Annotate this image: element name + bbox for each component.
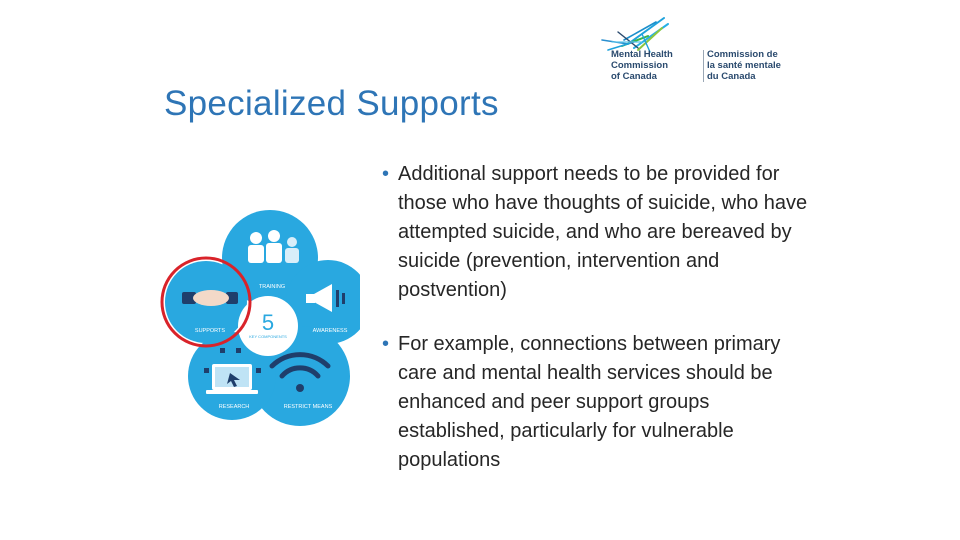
slide-title: Specialized Supports bbox=[164, 84, 499, 123]
logo-line: Commission bbox=[611, 60, 669, 71]
bullet-list bbox=[382, 160, 812, 475]
center-number: 5 bbox=[261, 310, 275, 335]
component-label-research: RESEARCH bbox=[218, 404, 250, 410]
component-label-awareness: AWARENESS bbox=[312, 328, 348, 334]
component-label-supports: SUPPORTS bbox=[194, 328, 226, 334]
component-label-training: TRAINING bbox=[258, 284, 286, 290]
handshake-icon bbox=[182, 290, 238, 306]
bullet-text: Additional support needs to be provided for those who have thoughts of suicide, who have attempted suicide, and who are bereaved by suicide (prevention, intervention and postvention) bbox=[398, 163, 808, 301]
bullet-item bbox=[382, 160, 812, 305]
logo-text-english bbox=[611, 49, 673, 82]
components-diagram bbox=[160, 208, 360, 430]
bullet-text: For example, connections between primary care and mental health services should be enhanced and peer support groups established, particularly for vulnerable populations bbox=[398, 333, 781, 471]
logo-line: Commission de bbox=[707, 49, 778, 60]
logo-line: of Canada bbox=[611, 71, 657, 82]
center-label: KEY COMPONENTS bbox=[249, 334, 287, 339]
component-label-restrict-means: RESTRICT MEANS bbox=[283, 404, 333, 410]
logo-divider bbox=[703, 50, 704, 82]
logo-line: Mental Health bbox=[611, 49, 673, 60]
logo-line: la santé mentale bbox=[707, 60, 781, 71]
bullet-item bbox=[382, 330, 812, 475]
bullet-dot: • bbox=[382, 333, 390, 355]
logo-text-french bbox=[707, 49, 781, 82]
bullet-dot: • bbox=[382, 163, 390, 185]
logo-line: du Canada bbox=[707, 71, 756, 82]
